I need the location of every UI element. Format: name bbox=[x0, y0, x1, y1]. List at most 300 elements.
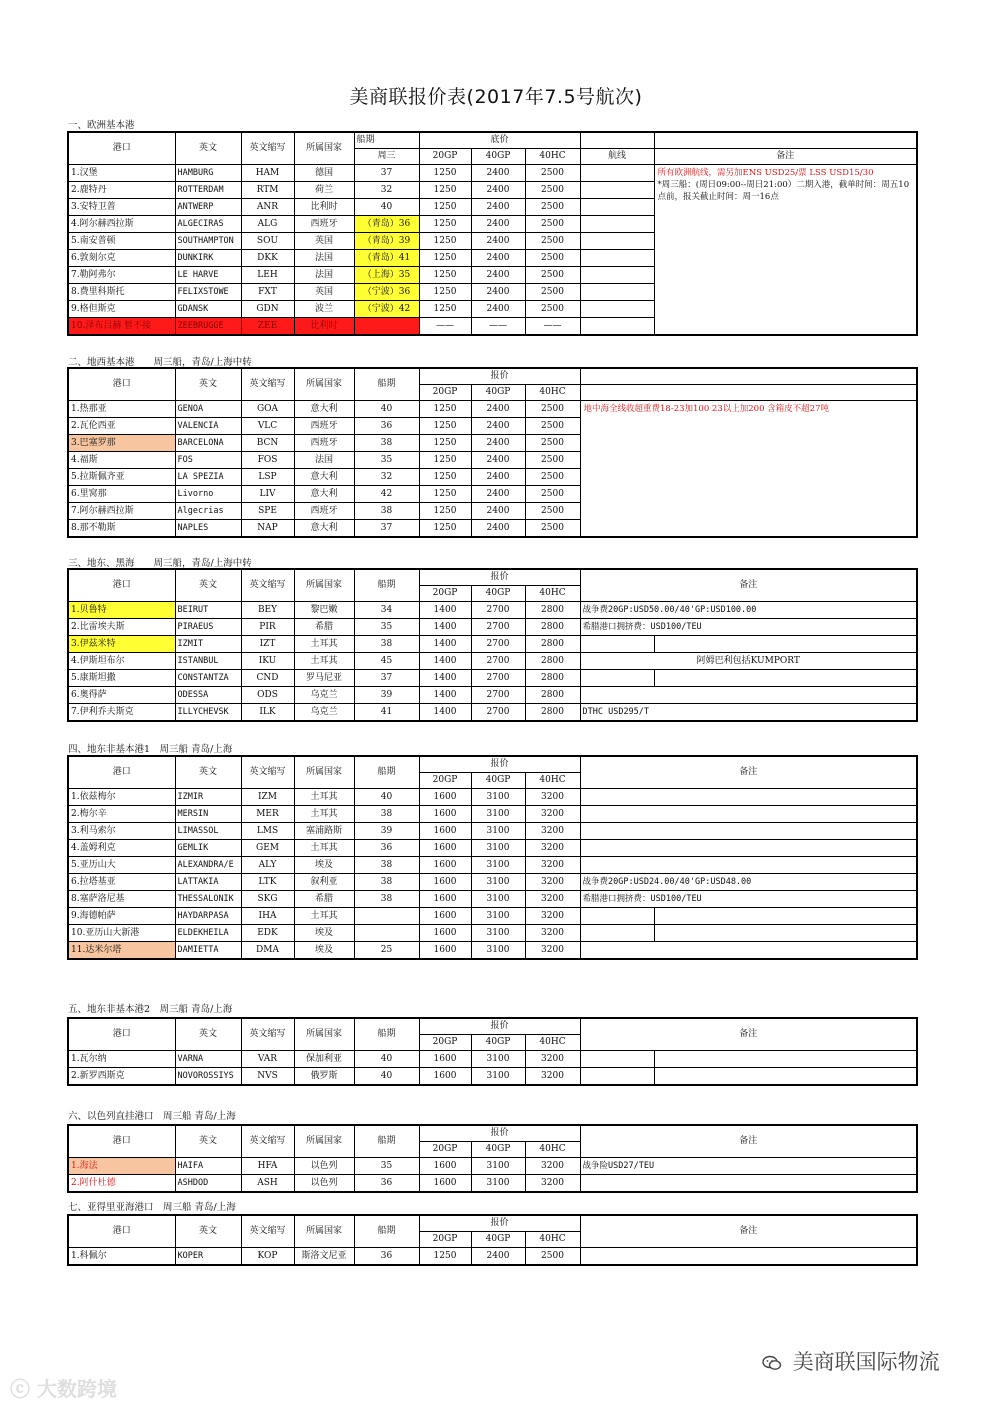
port-name: 5.南安普顿 bbox=[68, 233, 175, 250]
col-header-40hc: 40HC bbox=[525, 1035, 580, 1051]
port-abbr: VAR bbox=[241, 1051, 294, 1068]
price-20gp: 1400 bbox=[419, 602, 471, 619]
price-40gp: 2400 bbox=[471, 233, 525, 250]
price-40gp: 2400 bbox=[471, 520, 525, 538]
price-40gp: 2400 bbox=[471, 401, 525, 418]
port-country: 英国 bbox=[294, 233, 354, 250]
port-country: 土耳其 bbox=[294, 806, 354, 823]
col-header-remark: 备注 bbox=[580, 1125, 917, 1158]
port-abbr: GEM bbox=[241, 840, 294, 857]
port-country: 西班牙 bbox=[294, 435, 354, 452]
remark-cell bbox=[654, 670, 917, 687]
table-row bbox=[68, 857, 917, 874]
col-header-country: 所属国家 bbox=[294, 368, 354, 401]
price-40hc: 2500 bbox=[525, 1248, 580, 1266]
port-name: 4.盖姆利克 bbox=[68, 840, 175, 857]
ship-days: 32 bbox=[354, 182, 419, 199]
remark-cell bbox=[580, 789, 917, 806]
col-header-abbr: 英文缩写 bbox=[241, 569, 294, 602]
price-40hc: 2500 bbox=[525, 267, 580, 284]
port-name: 1.汉堡 bbox=[68, 165, 175, 182]
port-abbr: LEH bbox=[241, 267, 294, 284]
col-header-country: 所属国家 bbox=[294, 132, 354, 165]
port-name: 5.拉斯佩齐亚 bbox=[68, 469, 175, 486]
price-20gp: 1250 bbox=[419, 284, 471, 301]
remark-cell bbox=[654, 1068, 917, 1086]
col-header-port: 港口 bbox=[68, 1215, 175, 1248]
remark-cell: 阿姆巴利包括KUMPORT bbox=[580, 653, 917, 670]
port-country: 土耳其 bbox=[294, 908, 354, 925]
price-20gp: 1600 bbox=[419, 823, 471, 840]
price-20gp: 1600 bbox=[419, 942, 471, 960]
price-20gp: 1250 bbox=[419, 250, 471, 267]
port-abbr: MER bbox=[241, 806, 294, 823]
price-20gp: 1600 bbox=[419, 840, 471, 857]
section-7-label: 七、亚得里亚海港口 周三船 青岛/上海 bbox=[68, 1202, 236, 1213]
price-40gp: 2700 bbox=[471, 636, 525, 653]
port-country: 比利时 bbox=[294, 199, 354, 216]
port-abbr: GDN bbox=[241, 301, 294, 318]
port-abbr: SPE bbox=[241, 503, 294, 520]
port-abbr: HAM bbox=[241, 165, 294, 182]
remark-cell bbox=[580, 1175, 917, 1193]
section-6-label: 六、以色列直挂港口 周三船 青岛/上海 bbox=[68, 1111, 236, 1122]
price-40hc: 2800 bbox=[525, 619, 580, 636]
remark-cell bbox=[654, 908, 917, 925]
watermark-right bbox=[762, 1346, 940, 1376]
port-abbr: HFA bbox=[241, 1158, 294, 1175]
port-country: 意大利 bbox=[294, 469, 354, 486]
port-name: 2.新罗西斯克 bbox=[68, 1068, 175, 1086]
col-header-40gp: 40GP bbox=[471, 1232, 525, 1248]
price-20gp: —— bbox=[419, 318, 471, 336]
col-header-20gp: 20GP bbox=[419, 385, 471, 401]
port-country: 斯洛文尼亚 bbox=[294, 1248, 354, 1266]
ship-days: 38 bbox=[354, 874, 419, 891]
col-header-ship-day: 周三 bbox=[354, 149, 419, 165]
price-40gp: 2400 bbox=[471, 199, 525, 216]
remark-cell bbox=[654, 925, 917, 942]
col-header-remark: 备注 bbox=[580, 1215, 917, 1248]
port-abbr: NVS bbox=[241, 1068, 294, 1086]
route-cell bbox=[580, 250, 654, 267]
price-40gp: 2400 bbox=[471, 267, 525, 284]
price-40gp: 2700 bbox=[471, 670, 525, 687]
remark-cell bbox=[580, 806, 917, 823]
section-5-label: 五、地东非基本港2 周三船 青岛/上海 bbox=[68, 1004, 233, 1015]
price-20gp: 1250 bbox=[419, 182, 471, 199]
remark-cell bbox=[580, 823, 917, 840]
section-4-label: 四、地东非基本港1 周三船 青岛/上海 bbox=[68, 744, 233, 755]
price-40hc: 3200 bbox=[525, 1158, 580, 1175]
port-name: 4.伊斯坦布尔 bbox=[68, 653, 175, 670]
port-name: 6.敦刻尔克 bbox=[68, 250, 175, 267]
port-abbr: NAP bbox=[241, 520, 294, 538]
price-20gp: 1250 bbox=[419, 486, 471, 503]
port-abbr: ILK bbox=[241, 704, 294, 722]
port-name: 8.费里科斯托 bbox=[68, 284, 175, 301]
route-cell bbox=[580, 182, 654, 199]
port-name: 10.泽布吕赫 暂不接 bbox=[68, 318, 175, 336]
price-40gp: 3100 bbox=[471, 1158, 525, 1175]
price-40gp: 2400 bbox=[471, 469, 525, 486]
ship-days bbox=[354, 908, 419, 925]
table-row bbox=[68, 1175, 917, 1193]
col-header-country: 所属国家 bbox=[294, 569, 354, 602]
price-40hc: 2800 bbox=[525, 687, 580, 704]
port-english: HAMBURG bbox=[175, 165, 241, 182]
blank-cell bbox=[580, 132, 654, 149]
price-40hc: 2500 bbox=[525, 435, 580, 452]
ship-days: 32 bbox=[354, 469, 419, 486]
table-row bbox=[68, 806, 917, 823]
port-abbr: ODS bbox=[241, 687, 294, 704]
col-header-english: 英文 bbox=[175, 368, 241, 401]
price-20gp: 1600 bbox=[419, 1175, 471, 1193]
port-abbr: EDK bbox=[241, 925, 294, 942]
price-20gp: 1250 bbox=[419, 503, 471, 520]
watermark-logo-icon: ⓒ bbox=[10, 1377, 30, 1401]
price-40hc: 2800 bbox=[525, 653, 580, 670]
ship-days: 38 bbox=[354, 891, 419, 908]
port-english: CONSTANTZA bbox=[175, 670, 241, 687]
remark-cell bbox=[580, 1068, 654, 1086]
port-name: 1.海法 bbox=[68, 1158, 175, 1175]
port-abbr: IZM bbox=[241, 789, 294, 806]
ship-days: 40 bbox=[354, 401, 419, 418]
col-header-40hc: 40HC bbox=[525, 1232, 580, 1248]
col-header-40gp: 40GP bbox=[471, 1035, 525, 1051]
col-header-country: 所属国家 bbox=[294, 756, 354, 789]
port-country: 土耳其 bbox=[294, 789, 354, 806]
remark-cell bbox=[580, 636, 654, 653]
remark-cell: DTHC USD295/T bbox=[580, 704, 917, 722]
table-row bbox=[68, 653, 917, 670]
port-name: 6.里窝那 bbox=[68, 486, 175, 503]
route-cell bbox=[580, 165, 654, 182]
price-20gp: 1250 bbox=[419, 401, 471, 418]
col-header-20gp: 20GP bbox=[419, 586, 471, 602]
port-country: 埃及 bbox=[294, 925, 354, 942]
port-country: 比利时 bbox=[294, 318, 354, 336]
port-abbr: FXT bbox=[241, 284, 294, 301]
col-header-ship: 船期 bbox=[354, 569, 419, 602]
port-country: 罗马尼亚 bbox=[294, 670, 354, 687]
col-header-remark: 备注 bbox=[580, 756, 917, 789]
price-40gp: 2700 bbox=[471, 653, 525, 670]
port-country: 希腊 bbox=[294, 619, 354, 636]
port-english: KOPER bbox=[175, 1248, 241, 1266]
col-header-ship: 船期 bbox=[354, 756, 419, 789]
ship-days: 35 bbox=[354, 452, 419, 469]
port-name: 4.阿尔赫西拉斯 bbox=[68, 216, 175, 233]
col-header-40gp: 40GP bbox=[471, 149, 525, 165]
port-english: FELIXSTOWE bbox=[175, 284, 241, 301]
west-med-price-table bbox=[67, 367, 918, 538]
col-header-abbr: 英文缩写 bbox=[241, 1125, 294, 1158]
port-abbr: LMS bbox=[241, 823, 294, 840]
ship-days: 41 bbox=[354, 704, 419, 722]
price-40hc: 2500 bbox=[525, 520, 580, 538]
col-header-english: 英文 bbox=[175, 1215, 241, 1248]
col-header-ship: 船期 bbox=[354, 1125, 419, 1158]
price-40hc: 3200 bbox=[525, 789, 580, 806]
price-40hc: 2500 bbox=[525, 452, 580, 469]
table-row bbox=[68, 925, 917, 942]
ship-days: 25 bbox=[354, 942, 419, 960]
port-abbr: KOP bbox=[241, 1248, 294, 1266]
port-abbr: ASH bbox=[241, 1175, 294, 1193]
port-name: 1.热那亚 bbox=[68, 401, 175, 418]
port-name: 2.比雷埃夫斯 bbox=[68, 619, 175, 636]
port-abbr: BEY bbox=[241, 602, 294, 619]
port-country: 希腊 bbox=[294, 891, 354, 908]
port-abbr: GOA bbox=[241, 401, 294, 418]
ship-days: 35 bbox=[354, 1158, 419, 1175]
price-20gp: 1250 bbox=[419, 520, 471, 538]
table-row bbox=[68, 823, 917, 840]
col-header-port: 港口 bbox=[68, 756, 175, 789]
port-abbr: ANR bbox=[241, 199, 294, 216]
blank-cell bbox=[580, 368, 917, 385]
price-40gp: 2400 bbox=[471, 418, 525, 435]
price-40gp: 2400 bbox=[471, 452, 525, 469]
port-name: 7.勒阿弗尔 bbox=[68, 267, 175, 284]
port-abbr: ALY bbox=[241, 857, 294, 874]
port-country: 土耳其 bbox=[294, 653, 354, 670]
col-header-country: 所属国家 bbox=[294, 1018, 354, 1051]
ship-days: 42 bbox=[354, 486, 419, 503]
port-country: 波兰 bbox=[294, 301, 354, 318]
ship-days bbox=[354, 925, 419, 942]
port-english: BARCELONA bbox=[175, 435, 241, 452]
price-40hc: —— bbox=[525, 318, 580, 336]
port-country: 荷兰 bbox=[294, 182, 354, 199]
remark-cell bbox=[580, 908, 654, 925]
port-abbr: ALG bbox=[241, 216, 294, 233]
price-40gp: 3100 bbox=[471, 925, 525, 942]
col-header-40hc: 40HC bbox=[525, 773, 580, 789]
col-header-english: 英文 bbox=[175, 756, 241, 789]
port-english: ISTANBUL bbox=[175, 653, 241, 670]
price-20gp: 1400 bbox=[419, 687, 471, 704]
port-country: 俄罗斯 bbox=[294, 1068, 354, 1086]
price-40gp: 3100 bbox=[471, 942, 525, 960]
port-country: 乌克兰 bbox=[294, 687, 354, 704]
ship-days: （宁波）42 bbox=[354, 301, 419, 318]
remark-cell bbox=[580, 942, 917, 960]
price-20gp: 1400 bbox=[419, 636, 471, 653]
price-40hc: 3200 bbox=[525, 908, 580, 925]
table-row bbox=[68, 1158, 917, 1175]
remark-cell bbox=[580, 687, 917, 704]
ship-days: 37 bbox=[354, 520, 419, 538]
ship-days: 38 bbox=[354, 503, 419, 520]
col-header-english: 英文 bbox=[175, 569, 241, 602]
price-40gp: 2400 bbox=[471, 1248, 525, 1266]
price-20gp: 1250 bbox=[419, 267, 471, 284]
col-header-20gp: 20GP bbox=[419, 1035, 471, 1051]
col-header-ship: 船期 bbox=[354, 368, 419, 401]
table-row bbox=[68, 687, 917, 704]
price-40gp: 2700 bbox=[471, 602, 525, 619]
price-40gp: 3100 bbox=[471, 789, 525, 806]
table-row bbox=[68, 840, 917, 857]
price-20gp: 1250 bbox=[419, 199, 471, 216]
price-20gp: 1400 bbox=[419, 619, 471, 636]
blank-cell bbox=[580, 385, 917, 401]
price-40hc: 3200 bbox=[525, 823, 580, 840]
watermark-left-text: 大数跨境 bbox=[36, 1377, 117, 1401]
route-cell bbox=[580, 233, 654, 250]
price-40gp: 3100 bbox=[471, 857, 525, 874]
port-name: 5.亚历山大 bbox=[68, 857, 175, 874]
port-abbr: SKG bbox=[241, 891, 294, 908]
port-english: IZMIT bbox=[175, 636, 241, 653]
europe-price-table bbox=[67, 131, 918, 336]
col-header-40gp: 40GP bbox=[471, 773, 525, 789]
port-name: 5.康斯坦撒 bbox=[68, 670, 175, 687]
adriatic-table bbox=[67, 1214, 918, 1266]
ship-days: 40 bbox=[354, 199, 419, 216]
col-header-40gp: 40GP bbox=[471, 586, 525, 602]
price-40hc: 2500 bbox=[525, 418, 580, 435]
col-header-remark: 备注 bbox=[580, 1018, 917, 1051]
port-english: LA SPEZIA bbox=[175, 469, 241, 486]
price-20gp: 1250 bbox=[419, 452, 471, 469]
price-40hc: 2500 bbox=[525, 503, 580, 520]
col-header-40gp: 40GP bbox=[471, 1142, 525, 1158]
port-country: 法国 bbox=[294, 250, 354, 267]
port-name: 1.科佩尔 bbox=[68, 1248, 175, 1266]
col-header-40gp: 40GP bbox=[471, 385, 525, 401]
port-abbr: IHA bbox=[241, 908, 294, 925]
price-20gp: 1250 bbox=[419, 165, 471, 182]
price-40gp: 3100 bbox=[471, 823, 525, 840]
table-row bbox=[68, 1068, 917, 1086]
price-40hc: 3200 bbox=[525, 891, 580, 908]
ship-days: 36 bbox=[354, 1175, 419, 1193]
port-country: 以色列 bbox=[294, 1175, 354, 1193]
remark-cell bbox=[580, 925, 654, 942]
col-header-abbr: 英文缩写 bbox=[241, 1215, 294, 1248]
col-header-40hc: 40HC bbox=[525, 586, 580, 602]
col-header-port: 港口 bbox=[68, 132, 175, 165]
west-med-note: 地中海全线收超重费18-23加100 23以上加200 含箱皮不超27吨 bbox=[580, 401, 917, 538]
price-40gp: 3100 bbox=[471, 1068, 525, 1086]
port-country: 意大利 bbox=[294, 486, 354, 503]
port-abbr: LTK bbox=[241, 874, 294, 891]
col-header-20gp: 20GP bbox=[419, 149, 471, 165]
ship-days: （上海）35 bbox=[354, 267, 419, 284]
price-40hc: 2500 bbox=[525, 469, 580, 486]
price-40hc: 2800 bbox=[525, 670, 580, 687]
port-abbr: DKK bbox=[241, 250, 294, 267]
port-abbr: DMA bbox=[241, 942, 294, 960]
port-name: 6.拉塔基亚 bbox=[68, 874, 175, 891]
price-40gp: 2700 bbox=[471, 687, 525, 704]
col-header-english: 英文 bbox=[175, 132, 241, 165]
table-row bbox=[68, 636, 917, 653]
price-40gp: 2400 bbox=[471, 284, 525, 301]
table-row bbox=[68, 1051, 917, 1068]
col-header-port: 港口 bbox=[68, 1125, 175, 1158]
port-english: HAYDARPASA bbox=[175, 908, 241, 925]
port-english: VALENCIA bbox=[175, 418, 241, 435]
port-english: GDANSK bbox=[175, 301, 241, 318]
port-abbr: LIV bbox=[241, 486, 294, 503]
port-english: DUNKIRK bbox=[175, 250, 241, 267]
port-name: 3.利马索尔 bbox=[68, 823, 175, 840]
price-40gp: 2700 bbox=[471, 619, 525, 636]
port-name: 3.安特卫普 bbox=[68, 199, 175, 216]
ship-days: 37 bbox=[354, 165, 419, 182]
port-country: 塞浦路斯 bbox=[294, 823, 354, 840]
section-1-label: 一、欧洲基本港 bbox=[68, 120, 135, 131]
col-header-40hc: 40HC bbox=[525, 385, 580, 401]
port-abbr: CND bbox=[241, 670, 294, 687]
ship-days: （青岛）36 bbox=[354, 216, 419, 233]
port-english: PIRAEUS bbox=[175, 619, 241, 636]
port-english: Livorno bbox=[175, 486, 241, 503]
port-name: 7.伊利乔夫斯克 bbox=[68, 704, 175, 722]
col-header-abbr: 英文缩写 bbox=[241, 368, 294, 401]
port-name: 8.塞萨洛尼基 bbox=[68, 891, 175, 908]
port-english: GENOA bbox=[175, 401, 241, 418]
price-20gp: 1250 bbox=[419, 469, 471, 486]
port-country: 西班牙 bbox=[294, 216, 354, 233]
col-header-abbr: 英文缩写 bbox=[241, 132, 294, 165]
port-country: 西班牙 bbox=[294, 418, 354, 435]
port-country: 埃及 bbox=[294, 857, 354, 874]
price-40hc: 2500 bbox=[525, 165, 580, 182]
price-20gp: 1250 bbox=[419, 301, 471, 318]
ship-days: 40 bbox=[354, 1068, 419, 1086]
price-40hc: 2500 bbox=[525, 486, 580, 503]
port-english: THESSALONIK bbox=[175, 891, 241, 908]
port-name: 4.福斯 bbox=[68, 452, 175, 469]
price-20gp: 1400 bbox=[419, 704, 471, 722]
price-40hc: 3200 bbox=[525, 942, 580, 960]
price-40hc: 2500 bbox=[525, 301, 580, 318]
col-header-abbr: 英文缩写 bbox=[241, 1018, 294, 1051]
east-med-africa-2-table bbox=[67, 1017, 918, 1086]
remark-cell bbox=[580, 1051, 654, 1068]
price-20gp: 1400 bbox=[419, 653, 471, 670]
port-abbr: BCN bbox=[241, 435, 294, 452]
port-abbr: RTM bbox=[241, 182, 294, 199]
port-name: 2.梅尔辛 bbox=[68, 806, 175, 823]
price-40gp: 3100 bbox=[471, 874, 525, 891]
col-header-20gp: 20GP bbox=[419, 1142, 471, 1158]
table-row bbox=[68, 1248, 917, 1266]
port-english: ODESSA bbox=[175, 687, 241, 704]
price-40gp: 2400 bbox=[471, 435, 525, 452]
price-20gp: 1600 bbox=[419, 891, 471, 908]
port-country: 法国 bbox=[294, 267, 354, 284]
port-name: 9.格但斯克 bbox=[68, 301, 175, 318]
ship-days: 39 bbox=[354, 687, 419, 704]
price-20gp: 1250 bbox=[419, 418, 471, 435]
ship-days: 36 bbox=[354, 1248, 419, 1266]
price-40gp: 3100 bbox=[471, 840, 525, 857]
europe-notes bbox=[654, 165, 917, 336]
price-40hc: 2500 bbox=[525, 401, 580, 418]
port-english: ZEEBRUGGE bbox=[175, 318, 241, 336]
route-cell bbox=[580, 267, 654, 284]
price-40hc: 3200 bbox=[525, 874, 580, 891]
port-name: 10.亚历山大新港 bbox=[68, 925, 175, 942]
